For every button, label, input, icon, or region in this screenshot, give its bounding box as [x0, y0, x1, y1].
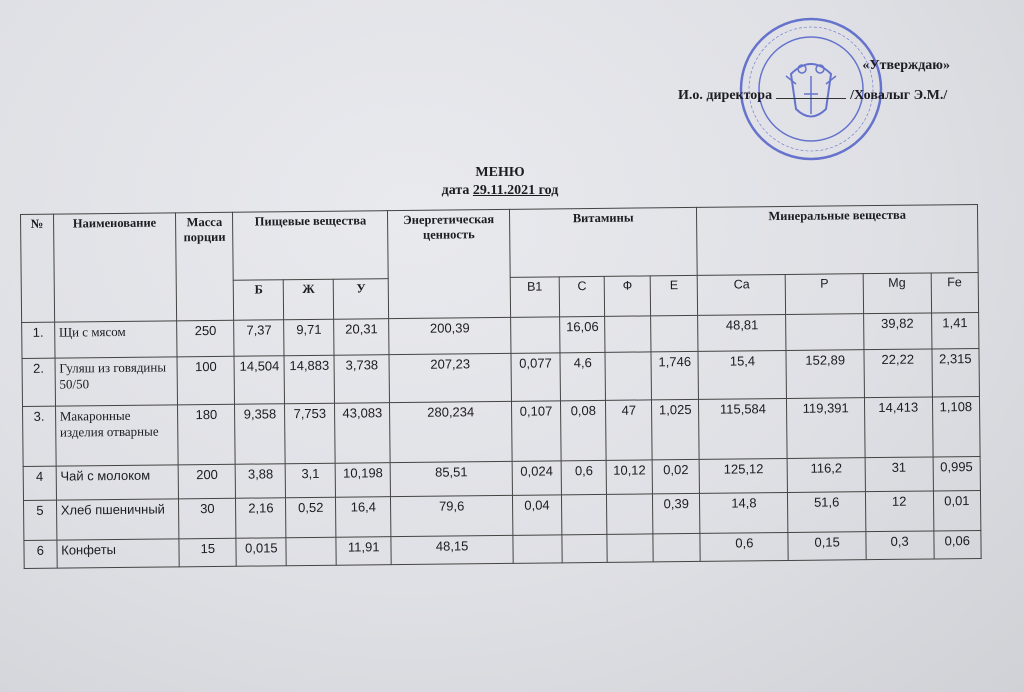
cell-mass: 15	[179, 538, 237, 567]
cell-energy: 85,51	[390, 461, 512, 496]
cell-fe: 0,06	[933, 530, 981, 558]
cell-name: Конфеты	[57, 539, 180, 568]
cell-u: 11,91	[336, 537, 392, 566]
subheader-c: C	[559, 276, 605, 316]
cell-zh: 3,1	[285, 463, 335, 498]
cell-name: Щи с мясом	[54, 321, 177, 358]
cell-f	[607, 494, 653, 534]
cell-b: 3,88	[236, 464, 286, 499]
cell-ca: 125,12	[699, 458, 787, 493]
cell-mass: 180	[178, 404, 236, 465]
cell-p: 119,391	[787, 398, 865, 459]
cell-p: 0,15	[788, 532, 866, 561]
cell-c: 0,6	[561, 460, 607, 494]
cell-energy: 48,15	[391, 535, 513, 564]
cell-u: 43,083	[335, 403, 391, 464]
cell-fe: 0,01	[933, 490, 981, 530]
cell-u: 16,4	[336, 497, 392, 538]
cell-mg: 12	[865, 491, 933, 532]
subheader-mg: Mg	[863, 273, 931, 314]
cell-b1	[510, 317, 559, 354]
cell-name: Гуляш из говядины 50/50	[55, 357, 178, 406]
subheader-e: E	[650, 275, 698, 315]
cell-mg: 31	[865, 457, 933, 492]
cell-b: 9,358	[235, 404, 285, 465]
cell-b1: 0,107	[511, 401, 561, 462]
cell-num: 6	[24, 540, 57, 568]
header-energy: Энергетическая ценность	[388, 209, 511, 318]
cell-fe: 1,41	[931, 312, 979, 348]
cell-b1: 0,04	[512, 495, 562, 536]
director-name: /Ховалыг Э.М./	[850, 88, 948, 103]
cell-u: 3,738	[334, 355, 390, 404]
cell-b: 14,504	[234, 356, 284, 405]
signature-line	[776, 98, 846, 99]
cell-b: 0,015	[236, 538, 286, 567]
cell-f: 10,12	[607, 460, 653, 494]
cell-b: 7,37	[234, 320, 284, 357]
cell-zh	[286, 537, 336, 566]
cell-mass: 100	[177, 356, 235, 405]
cell-energy: 280,234	[390, 401, 512, 462]
cell-fe: 1,108	[932, 396, 980, 456]
cell-ca: 115,584	[699, 398, 788, 459]
subheader-f: Ф	[605, 276, 651, 316]
cell-p: 152,89	[786, 350, 864, 399]
cell-e	[653, 533, 701, 561]
cell-ca: 0,6	[700, 532, 788, 561]
cell-mg: 39,82	[863, 313, 931, 350]
subheader-p: P	[786, 274, 864, 315]
cell-mg: 14,413	[864, 397, 932, 458]
menu-rows	[22, 312, 982, 568]
menu-date	[420, 182, 580, 200]
cell-zh: 9,71	[284, 319, 334, 356]
cell-e: 1,746	[651, 351, 699, 399]
cell-p: 51,6	[788, 492, 866, 533]
director-label: И.о. директора	[678, 88, 773, 103]
approve-label: «Утверждаю»	[862, 58, 950, 73]
cell-u: 20,31	[334, 319, 390, 356]
header-vitamins: Витамины	[509, 207, 697, 277]
cell-b1: 0,077	[511, 353, 561, 402]
cell-c	[562, 534, 608, 562]
subheader-u: У	[333, 279, 389, 320]
cell-c	[561, 494, 607, 534]
cell-b1	[513, 535, 562, 564]
menu-title: МЕНЮ	[475, 165, 525, 180]
cell-mass: 250	[177, 320, 235, 357]
subheader-b1: B1	[510, 277, 560, 318]
header-row	[21, 204, 979, 282]
cell-zh: 14,883	[284, 355, 334, 404]
cell-b1: 0,024	[512, 461, 561, 496]
cell-b: 2,16	[236, 498, 286, 539]
cell-num: 3.	[23, 406, 56, 466]
menu-table	[20, 204, 982, 569]
cell-ca: 15,4	[698, 350, 787, 399]
menu-title-block	[420, 164, 580, 200]
cell-e: 0,39	[652, 493, 700, 533]
cell-name: Хлеб пшеничный	[56, 499, 179, 540]
subheader-fe: Fe	[931, 272, 979, 312]
cell-energy: 207,23	[389, 353, 511, 402]
cell-u: 10,198	[335, 463, 391, 498]
header-mass: Масса порции	[176, 212, 234, 321]
cell-e: 1,025	[651, 399, 699, 459]
header-num: №	[21, 214, 55, 322]
cell-num: 4	[23, 466, 56, 500]
table-row	[23, 396, 981, 466]
cell-f: 47	[606, 400, 652, 460]
cell-ca: 14,8	[700, 492, 789, 533]
cell-fe: 2,315	[932, 348, 980, 396]
cell-c: 16,06	[560, 316, 606, 352]
director-signature-line	[678, 88, 947, 104]
cell-mass: 200	[178, 464, 236, 499]
cell-mass: 30	[179, 498, 237, 539]
cell-energy: 200,39	[389, 317, 511, 354]
cell-mg: 0,3	[866, 531, 934, 560]
date-prefix: дата	[441, 183, 470, 198]
header-name: Наименование	[53, 213, 177, 322]
cell-name: Макаронные изделия отварные	[55, 405, 178, 466]
cell-c: 4,6	[560, 352, 606, 400]
header-minerals: Минеральные вещества	[697, 204, 978, 275]
cell-f	[605, 352, 651, 400]
cell-fe: 0,995	[933, 456, 981, 490]
cell-zh: 7,753	[285, 403, 335, 464]
cell-ca: 48,81	[698, 314, 786, 351]
cell-num: 1.	[22, 322, 55, 358]
cell-f	[605, 316, 651, 352]
cell-energy: 79,6	[391, 495, 513, 536]
header-nutrients: Пищевые вещества	[233, 211, 389, 281]
cell-num: 2.	[22, 358, 55, 406]
cell-p	[786, 314, 864, 351]
cell-c: 0,08	[560, 400, 606, 460]
subheader-zh: Ж	[283, 279, 333, 320]
cell-num: 5	[24, 500, 57, 540]
date-value: 29.11.2021 год	[472, 183, 559, 198]
cell-e	[651, 315, 699, 351]
cell-p: 116,2	[788, 458, 866, 493]
cell-f	[607, 534, 653, 562]
cell-zh: 0,52	[286, 497, 336, 538]
subheader-b: Б	[234, 280, 284, 321]
cell-mg: 22,22	[864, 349, 932, 398]
subheader-ca: Ca	[698, 274, 787, 315]
cell-name: Чай с молоком	[56, 465, 179, 500]
cell-e: 0,02	[652, 459, 700, 493]
